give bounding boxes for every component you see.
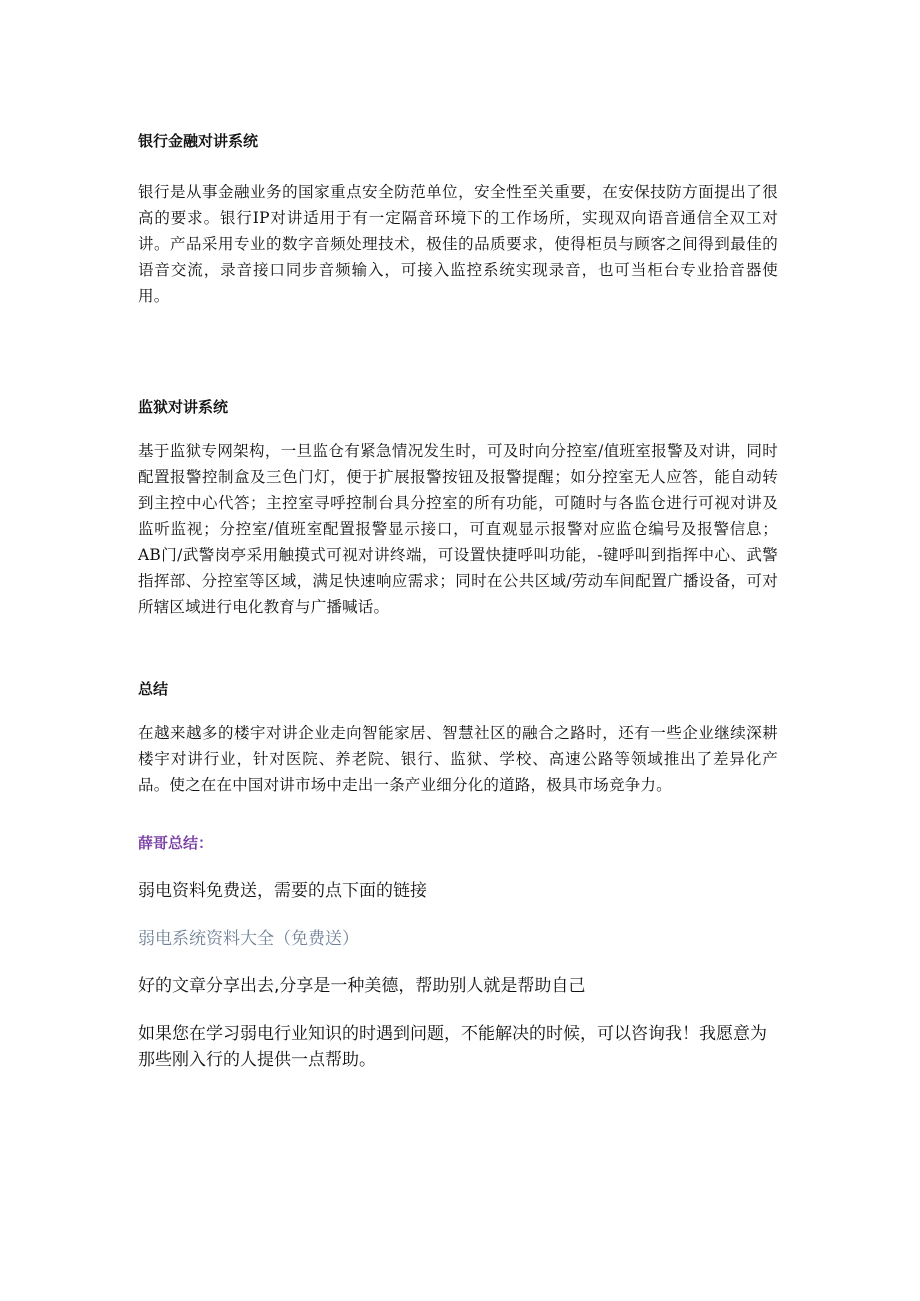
section-body-summary: 在越来越多的楼宇对讲企业走向智能家居、智慧社区的融合之路时，还有一些企业继续深耕楼宇对讲行业，针对医院、养老院、银行、监狱、学校、高速公路等领域推出了差异化产品。使之在在中国对讲市场中走出一条产业细分化的道路，极具市场竞争力。 [138,724,778,794]
share-text: 好的文章分享出去,分享是一种美德，帮助别人就是帮助自己 [138,976,586,996]
free-material-text: 弱电资料免费送，需要的点下面的链接 [138,881,427,901]
section-body-prison: 基于监狱专网架构，一旦监仓有紧急情况发生时，可及时向分控室/值班室报警及对讲，同时配置报警控制盒及三色门灯，便于扩展报警按钮及报警提醒；如分控室无人应答，能自动转到主控中心代答；主控室寻呼控制台具分控室的所有功能，可随时与各监仓进行可视对讲及监听监视；分控室/值班室配置报警显示接口，可直观显示报警对应监仓编号及报警信息；AB门/武警岗亭采用触摸式可视对讲终端，可设置快捷呼叫功能，-键呼叫到指挥中心、武警指挥部、分控室等区域，满足快速响应需求；同时在公共区域/劳动车间配置广播设备，可对所辖区域进行电化教育与广播喊话。 [138,442,778,616]
section-heading-prison: 监狱对讲系统 [138,398,229,416]
author-summary-label: 薛哥总结： [138,834,214,852]
section-heading-summary: 总结 [138,680,169,698]
section-body-bank: 银行是从事金融业务的国家重点安全防范单位，安全性至关重要，在安保技防方面提出了很高的要求。银行IP对讲适用于有一定隔音环境下的工作场所，实现双向语音通信全双工对讲。产品采用专业的数字音频处理技术，极佳的品质要求，使得柜员与顾客之间得到最佳的语音交流，录音接口同步音频输入，可接入监控系统实现录音，也可当柜台专业拾音器使用。 [138,183,778,305]
material-link[interactable]: 弱电系统资料大全（免费送） [138,929,359,949]
consult-text: 如果您在学习弱电行业知识的时遇到问题，不能解决的时候，可以咨询我！我愿意为那些刚入行的人提供一点帮助。 [138,1024,767,1070]
section-heading-bank: 银行金融对讲系统 [138,132,259,150]
